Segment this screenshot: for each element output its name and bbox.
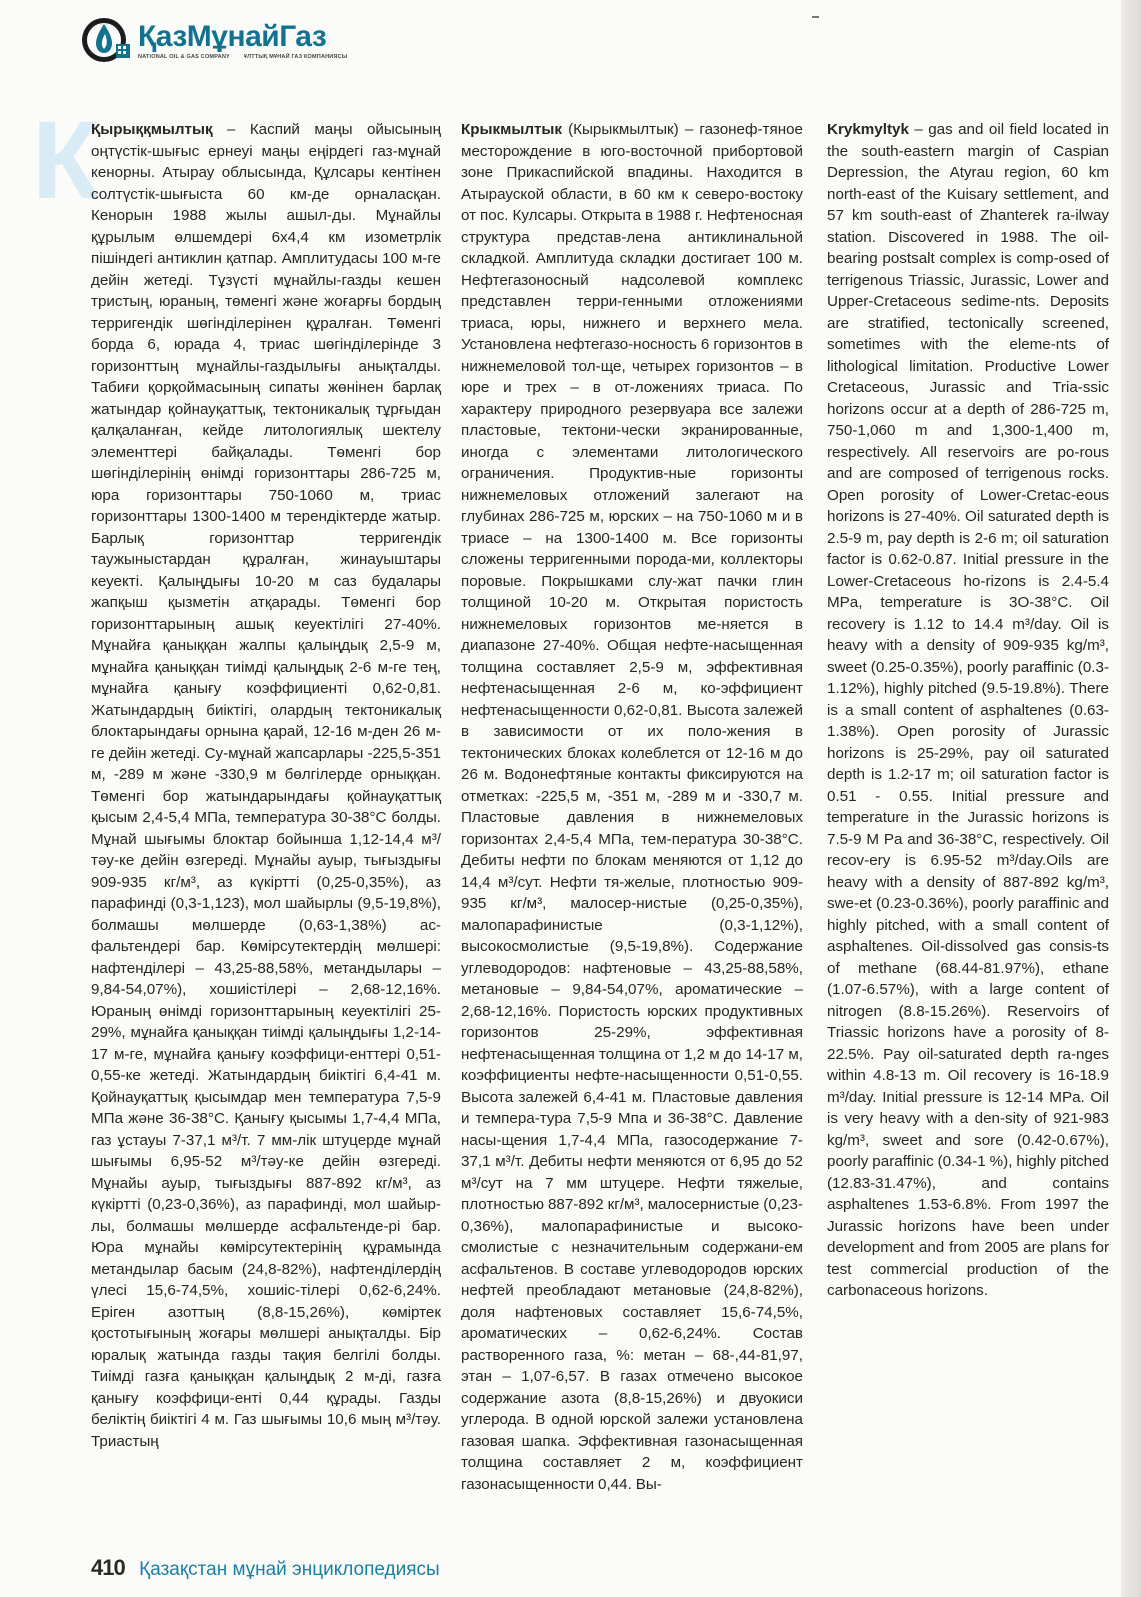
logo-name: ҚазМұнайГаз xyxy=(138,20,327,53)
term-english: Krykmyltyk xyxy=(827,121,909,138)
text-kazakh: – Каспий маңы ойысының оңтүстік-шығыс ернеуі маңы еңірдегі газ-мұнай кенорны. Атырау облысында, Құлсары кентінен солтүстік-шығыста 60 км-де орналасқан. Кенорын 1988 жылы ашыл-ды. Мұнайлы құрылым өлшемдері 6х4,4 км изометрлік пішіндегі антиклин қатпар. Амплитудасы 100 м-ге дейін жетеді. Тұзүсті мұнайлы-газды кешен тристың, юраның, төменгі және жоғарғы бордың терригендік шөгінділерінен құралған. Төменгі борда 6, юрада 4, триас шөгінділерінде 3 горизонттың мұнайлы-газдылығы анықталды. Табиғи қорқоймасының сипаты жөнінен барлақ жатындар қойнауқаттық, тектоникалық тұрғыдан қалқаланған, кейде литологиялық шектелу элементтері байқалады. Төменгі бор шөгінділерінің өнімді горизонттары 286-725 м, юра горизонттары 750-1060 м, триас горизонттары 1300-1400 м терендіктерде жатыр. Барлық горизонттар терригендік таужыныстардан құралған, жинауыштары кеуекті. Қалыңдығы 10-20 м саз будалары жапқыш қызметін атқарады. Төменгі бор горизонттарының ашық кеуектілігі 27-40%. Мұнайға қаныққан жалпы қалыңдық 2,5-9 м, мұнайға қаныққан тиімді қалыңдық 2-6 м-ге тең, мұнайға қанығу коэффициенті 0,62-0,81. Жатындардың биіктігі, олардың тектоникалық блоктарындағы орнына қарай, 12-16 м-ден 26 м-ге дейін жетеді. Су-мұнай жапсарлары -225,5-351 м, -289 м және -330,9 м бөлгілерде орныққан. Төменгі бор жатындарындағы қойнауқаттық қысым 2,4-5,4 МПа, температура 30-38°С болды. Мұнай шығымы блоктар бойынша 1,12-14,4 м³/тәу-ке дейін өзгереді. Мұнайы ауыр, тығыздығы 909-935 кг/м³, аз күкіртті (0,25-0,35%), аз парафинді (0,3-1,123), мол шайырлы (9,5-19,8%), болмашы мөлшерде (0,63-1,38%) ас-фальтендері бар. Көмірсутектердің мөлшері: нафтенділері – 43,25-88,58%, метандылары – 9,84-54,07%), хошиістілері – 2,68-12,16%. Юраның өнімді горизонттарының кеуектілігі 25-29%, мұнайға қаныққан тиімді қалыңдығы 1,2-14-17 м-ге, мұнайға қанығу коэффици-енттері 0,51-0,55-ке жетеді. Жатындардың биіктігі 6,4-41 м. Қойнауқаттық қысымдар мен температура 7,5-9 МПа және 36-38°С. Қанығу қысымы 1,7-4,4 МПа, газ ұстауы 7-37,1 м³/т. 7 мм-лік штуцерде мұнай шығымы 6,95-52 м³/тәу-ке дейін өзгереді. Мұнайы ауыр, тығыздығы 887-892 кг/м³, аз күкіртті (0,23-0,36%), аз парафинді, мол шайыр-лы, болмашы мөлшерде асфальтенде-рі бар. Юра мұнайы көмірсутектерінің құрамында метандылар басым (24,8-82%), нафтенділердің үлесі 15,6-74,5%, хошиіс-тілері 0,62-6,24%. Еріген азоттың (8,8-15,26%), көміртек қостотығының жоғары мөлшері анықталды. Бір юралық жатында газды тақия белгілі болды. Тиімді газға қаныққан қалыңдық 2 м-ді, газға қанығу коэффици-енті 0,44 құрады. Газды беліктің биіктігі 4 м. Газ шығымы 10,6 мың м³/тәу. Триастың xyxy=(91,121,441,1450)
article-english xyxy=(827,119,1109,1302)
scan-mark xyxy=(812,16,819,18)
dropcap-letter: К xyxy=(32,99,100,222)
logo-subtitle-en: NATIONAL OIL & GAS COMPANY xyxy=(138,54,230,60)
term-russian: Крыкмылтык xyxy=(461,121,562,138)
book-title: Қазақстан мұнай энциклопедиясы xyxy=(139,1559,440,1580)
article-kazakh xyxy=(91,119,441,1452)
column-russian xyxy=(461,119,803,1495)
logo-subtitle xyxy=(138,54,347,60)
text-english: – gas and oil field located in the south-eastern margin of Caspian Depression, the Atyrau region, 60 km north-east of the Kuisary settlement, and 57 km south-east of Zhanterek ra-ilway station. Discovered in 1988. The oil-bearing postsalt complex is comp-osed of terrigenous Triassic, Jurassic, Lower and Upper-Cretaceous sedime-nts. Deposits are stratified, tectonically screened, sometimes with the eleme-nts of lithological limitation. Productive Lower Cretaceous, Jurassic and Tria-ssic horizons occur at a depth of 286-725 m, 750-1,060 m and 1,300-1,400 m, respectively. All reservoirs are po-rous and are composed of terrigenous rocks. Open porosity of Lower-Cretac-eous horizons is 27-40%. Oil saturated depth is 2.5-9 m, pay depth is 2-6 m; oil saturation factor is 0.62-0.87. Initial pressure in the Lower-Cretaceous ho-rizons is 2.4-5.4 MPa, temperature is 3O-38°C. Oil recovery is 1.12 to 14.4 m³/day. Oil is heavy with a density of 909-935 kg/m³, sweet (0.25-0.35%), poorly paraffinic (0.3-1.12%), highly pitched (9.5-19.8%). There is a small content of asphaltenes (0.63-1.38%). Open porosity of Jurassic horizons is 25-29%, pay oil saturated depth is 1.2-17 m; oil saturation factor is 0.51 - 0.55. Initial pressure and temperature in the Jurassic horizons is 7.5-9 M Pa and 36-38°C, respectively. Oil recov-ery is 6.95-52 m³/day.Oils are heavy with a density of 887-892 kg/m³, swe-et (0.23-0.36%), poorly paraffinic and highly pitched, with a small content of asphaltenes. Oil-dissolved gas consis-ts of methane (68.44-81.97%), ethane (1.07-6.57%), with a large content of nitrogen (8.8-15.26%). Reservoirs of Triassic horizons have a porosity of 8-22.5%. Pay oil-saturated depth ra-nges within 4.8-13 m. Oil recovery is 16-18.9 m³/day. Initial pressure is 12-14 MPa. Oil is very heavy with a den-sity of 921-983 kg/m³, sweet and sore (0.42-0.67%), poorly paraffinic (0.34-1 %), highly pitched (12.83-31.47%), and contains asphaltenes 1.53-6.8%. From 1997 the Jurassic horizons have been under development and from 2005 are plans for test commercial production of the carbonaceous horizons. xyxy=(827,121,1109,1299)
logo-text xyxy=(138,22,347,60)
article-russian xyxy=(461,119,803,1495)
term-kazakh: Қырыққмылтық xyxy=(91,121,213,138)
flame-drop-logo-icon xyxy=(80,14,132,66)
logo-subtitle-kz: ҰЛТТЫҚ МҰНАЙ ГАЗ КОМПАНИЯСЫ xyxy=(243,54,348,60)
text-russian: (Кырыкмылтык) – газонеф-тяное месторождение в юго-восточной прибортовой зоне Прикаспийской впадины. Находится в Атырауской области, в 60 км к северо-востоку от пос. Кулсары. Открыта в 1988 г. Нефтеносная структура представ-лена антиклинальной складкой. Амплитуда складки достигает 100 м. Нефтегазоносный надсолевой комплекс представлен терри-генными отложениями триаса, юры, нижнего и верхнего мела. Установлена нефтегазо-носность 6 горизонтов в нижнемеловой тол-ще, четырех горизонтов – в юре и трех – в от-ложениях триаса. По характеру природного резервуара все залежи пластовые, тектони-чески экранированные, иногда с элементами литологического ограничения. Продуктив-ные горизонты нижнемеловых отложений залегают на глубинах 286-725 м, юрских – на 750-1060 м и в триасе – на 1300-1400 м. Все горизонты сложены терригенными порода-ми, коллекторы поровые. Покрышками слу-жат пачки глин толщиной 10-20 м. Открытая пористость нижнемеловых горизонтов ме-няется в диапазоне 27-40%. Общая нефте-насыщенная толщина составляет 2,5-9 м, эффективная нефтенасыщенная 2-6 м, ко-эффициент нефтенасыщенности 0,62-0,81. Высота залежей в зависимости от их поло-жения в тектонических блоках колеблется от 12-16 м до 26 м. Водонефтяные контакты фиксируются на отметках: -225,5 м, -351 м, -289 м и -330,7 м. Пластовые давления в нижнемеловых горизонтах 2,4-5,4 МПа, тем-пература 30-38°С. Дебиты нефти по блокам меняются от 1,12 до 14,4 м³/сут. Нефти тя-желые, плотностью 909-935 кг/м³, малосер-нистые (0,25-0,35%), малопарафинистые (0,3-1,12%), высокосмолистые (9,5-19,8%). Содержание углеводородов: нафтеновые – 43,25-88,58%, метановые – 9,84-54,07%, ароматические – 2,68-12,16%. Пористость юрских продуктивных горизонтов 25-29%, эффективная нефтенасыщенная толщина от 1,2 м до 14-17 м, коэффициенты нефте-насыщенности 0,51-0,55. Высота залежей 6,4-41 м. Пластовые давления и темпера-тура 7,5-9 Мпа и 36-38°С. Давление насы-щения 1,7-4,4 МПа, газосодержание 7-37,1 м³/т. Дебиты нефти меняются от 6,95 до 52 м³/сут на 7 мм штуцере. Нефти тяжелые, плотностью 887-892 кг/м³, малосернистые (0,23-0,36%), малопарафинистые и высоко-смолистые с незначительным содержани-ем асфальтенов. В составе углеводородов юрских нефтей преобладают метановые (24,8-82%), доля нафтеновых составляет 15,6-74,5%, ароматических – 0,62-6,24%. Состав растворенного газа, %: метан – 68-,44-81,97, этан – 1,07-6,57. В газах отмечено высокое содержание азота (8,8-15,26%) и двуокиси углерода. В одной юрской залежи установлена газовая шапка. Эффективная газонасыщенная толщина составляет 2 м, коэффициент газонасыщенности 0,44. Вы- xyxy=(461,121,803,1493)
page-number: 410 xyxy=(91,1555,125,1580)
page-edge-shadow xyxy=(1121,0,1141,1597)
column-english xyxy=(827,119,1109,1302)
column-kazakh xyxy=(91,119,441,1452)
page-footer xyxy=(91,1555,440,1581)
